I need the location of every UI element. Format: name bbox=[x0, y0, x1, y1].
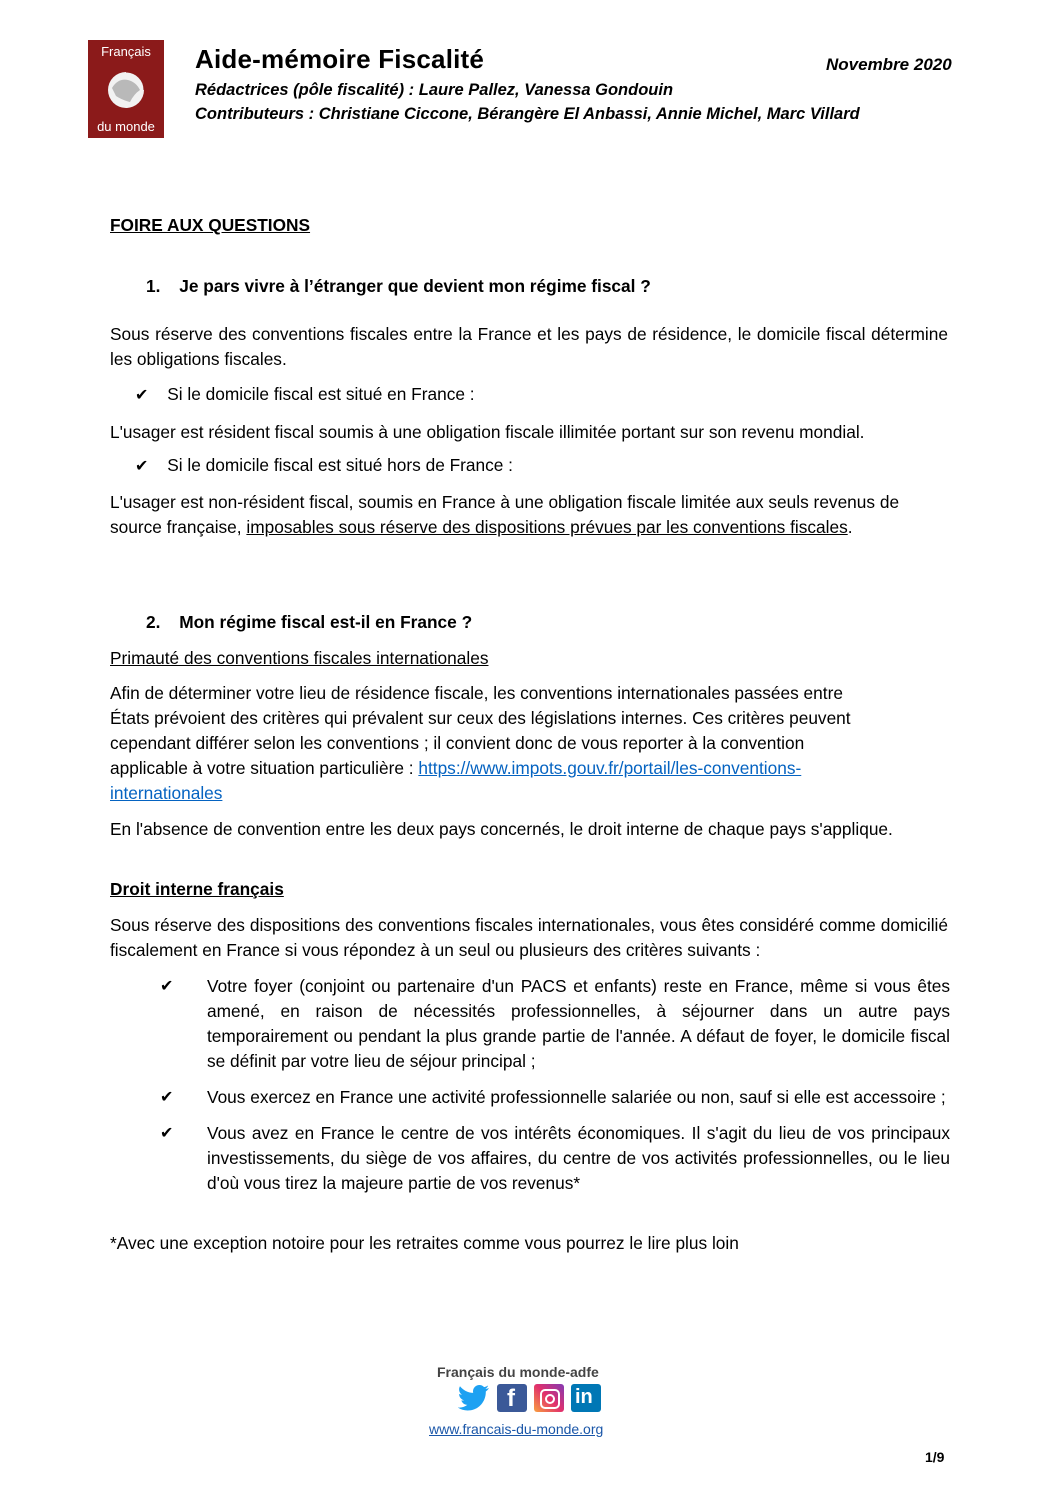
q2-p3: Sous réserve des dispositions des conventions fiscales internationales, vous êtes considéré comme domicilié fiscalement en France si vous répondez à un seul ou plusieurs des critères suivants : bbox=[110, 915, 948, 960]
subheading-droit-interne: Droit interne français bbox=[110, 879, 284, 899]
logo-text-line2: du monde bbox=[97, 119, 155, 134]
criteria-text: Vous avez en France le centre de vos intérêts économiques. Il s'agit du lieu de vos principaux investissements, du siège de vos affaires, du centre de vos activités professionnelles, ou le lieu d'où vous tirez la majeure partie de vos revenus* bbox=[207, 1123, 950, 1193]
question-number: 2. bbox=[146, 612, 161, 632]
globe-icon bbox=[106, 68, 146, 112]
question-1 bbox=[146, 274, 651, 299]
criteria-list bbox=[160, 974, 950, 1196]
q2-p2: En l'absence de convention entre les deux pays concernés, le droit interne de chaque pays s'applique. bbox=[110, 819, 893, 839]
q1-case1-text: L'usager est résident fiscal soumis à une obligation fiscale illimitée portant sur son revenu mondial. bbox=[110, 422, 865, 442]
text-line: applicable à votre situation particulière : bbox=[110, 758, 419, 778]
impots-link-continued[interactable]: internationales bbox=[110, 783, 223, 803]
facebook-icon[interactable]: f bbox=[497, 1384, 527, 1412]
checkmark-icon: ✔ bbox=[160, 1125, 174, 1142]
criteria-item bbox=[160, 1121, 950, 1196]
subheading-primaute: Primauté des conventions fiscales internationales bbox=[110, 648, 489, 668]
checkmark-icon: ✔ bbox=[160, 1089, 174, 1106]
q1-case1 bbox=[135, 382, 475, 408]
text-line: États prévoient des critères qui prévalent sur ceux des législations internes. Ces critères peuvent bbox=[110, 708, 851, 728]
text-line: Afin de déterminer votre lieu de résidence fiscale, les conventions internationales passées entre bbox=[110, 683, 843, 703]
redactrices-line: Rédactrices (pôle fiscalité) : Laure Pallez, Vanessa Gondouin bbox=[195, 81, 674, 99]
twitter-icon[interactable] bbox=[458, 1384, 490, 1417]
linkedin-icon[interactable]: in bbox=[571, 1384, 601, 1412]
footer-brand: Français du monde-adfe bbox=[437, 1364, 599, 1380]
checkmark-icon: ✔ bbox=[160, 978, 174, 995]
checkmark-icon: ✔ bbox=[135, 387, 149, 404]
logo-text-line1: Français bbox=[101, 44, 151, 59]
q1-case2 bbox=[135, 453, 513, 479]
text-line: cependant différer selon les conventions ; il convient donc de vous reporter à la convention bbox=[110, 733, 805, 753]
question-text: Je pars vivre à l’étranger que devient mon régime fiscal ? bbox=[179, 276, 651, 296]
q2-p1 bbox=[110, 681, 851, 806]
question-number: 1. bbox=[146, 276, 161, 296]
document-title: Aide-mémoire Fiscalité bbox=[195, 44, 485, 74]
criteria-item bbox=[160, 1085, 950, 1110]
footnote: *Avec une exception notoire pour les retraites comme vous pourrez le lire plus loin bbox=[110, 1233, 739, 1253]
criteria-text: Vous exercez en France une activité professionnelle salariée ou non, sauf si elle est accessoire ; bbox=[207, 1087, 946, 1107]
case-label: Si le domicile fiscal est situé en France : bbox=[167, 384, 475, 404]
text-segment: . bbox=[847, 517, 853, 537]
underlined-segment: imposables sous réserve des dispositions prévues par les conventions fiscales bbox=[246, 517, 848, 537]
q1-intro: Sous réserve des conventions fiscales entre la France et les pays de résidence, le domicile fiscal détermine les obligations fiscales. bbox=[110, 324, 948, 369]
impots-link[interactable]: https://www.impots.gouv.fr/portail/les-conventions- bbox=[418, 758, 802, 778]
question-text: Mon régime fiscal est-il en France ? bbox=[179, 612, 473, 632]
document-date: Novembre 2020 bbox=[826, 55, 952, 74]
criteria-text: Votre foyer (conjoint ou partenaire d'un PACS et enfants) reste en France, même si vous êtes amené, en raison de nécessités professionnelles, à séjourner dans un autre pays temporairement ou pendant la plus grande partie de l'année. A défaut de foyer, le domicile fiscal se définit par votre lieu de séjour principal ; bbox=[207, 976, 950, 1071]
contributeurs-line: Contributeurs : Christiane Ciccone, Bérangère El Anbassi, Annie Michel, Marc Villard bbox=[195, 105, 860, 123]
question-2 bbox=[146, 610, 472, 635]
case-label: Si le domicile fiscal est situé hors de France : bbox=[167, 455, 513, 475]
q1-case2-text bbox=[110, 490, 948, 540]
checkmark-icon: ✔ bbox=[135, 458, 149, 475]
logo bbox=[88, 40, 164, 138]
website-link[interactable]: www.francais-du-monde.org bbox=[429, 1421, 604, 1437]
section-title: FOIRE AUX QUESTIONS bbox=[110, 215, 311, 235]
criteria-item bbox=[160, 974, 950, 1074]
instagram-icon[interactable] bbox=[534, 1384, 564, 1412]
page-number: 1/9 bbox=[925, 1449, 945, 1465]
text-segment: L'usager est non-résident fiscal, soumis en France à une obligation fiscale limitée aux seuls revenus de source française, bbox=[110, 492, 900, 537]
